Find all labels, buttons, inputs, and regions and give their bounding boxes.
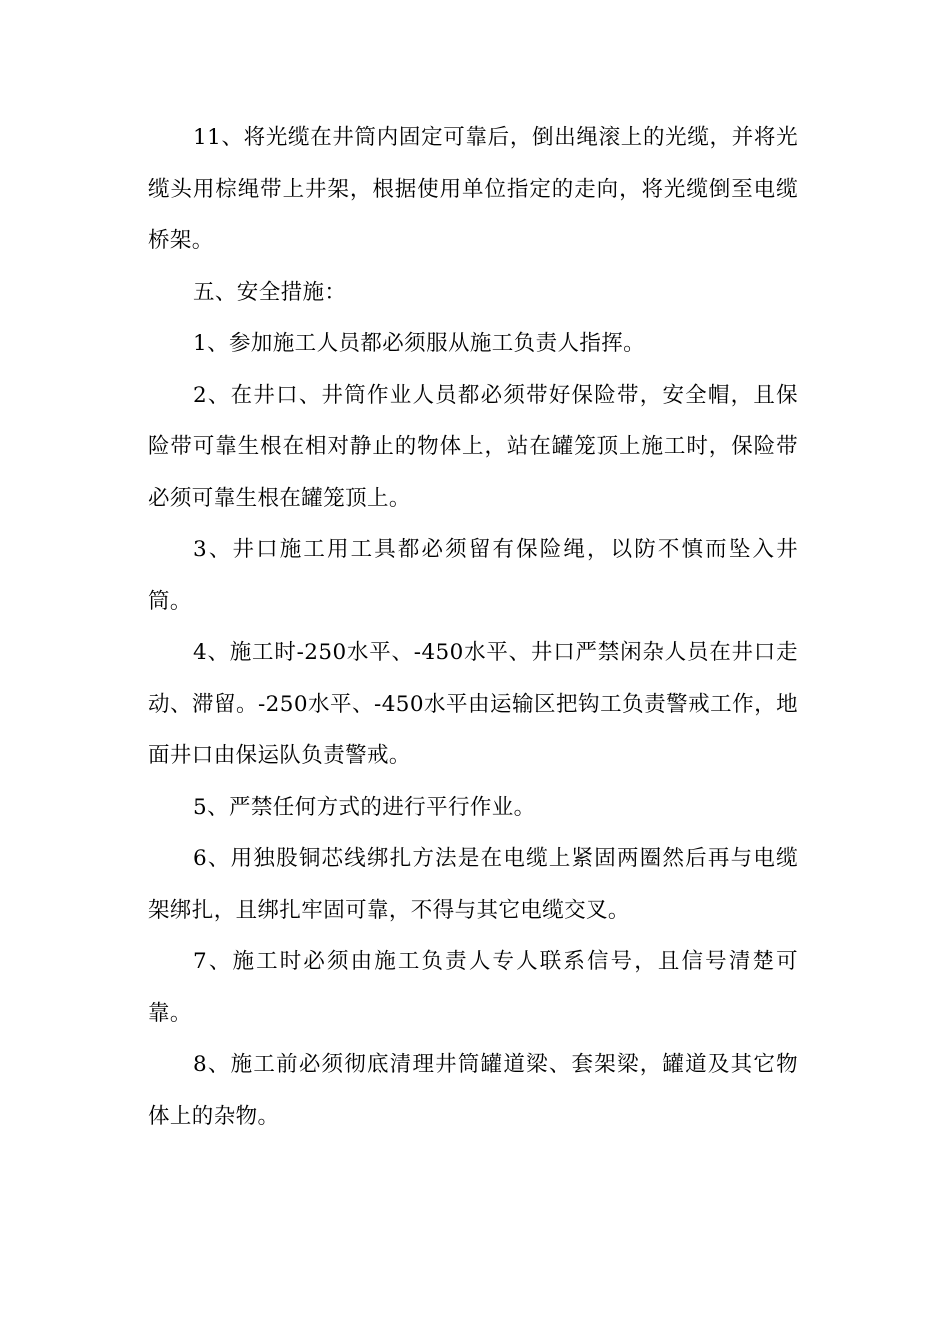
paragraph-item-11: 11、将光缆在井筒内固定可靠后，倒出绳滚上的光缆，并将光缆头用棕绳带上井架，根据使用单位指定的走向，将光缆倒至电缆桥架。 bbox=[148, 125, 798, 253]
paragraph-item-2: 2、在井口、井筒作业人员都必须带好保险带，安全帽，且保险带可靠生根在相对静止的物体上，站在罐笼顶上施工时，保险带必须可靠生根在罐笼顶上。 bbox=[148, 382, 798, 511]
paragraph-item-6: 6、用独股铜芯线绑扎方法是在电缆上紧固两圈然后再与电缆架绑扎，且绑扎牢固可靠，不得与其它电缆交叉。 bbox=[148, 846, 798, 923]
paragraph-item-1: 1、参加施工人员都必须服从施工负责人指挥。 bbox=[193, 331, 646, 356]
paragraph-item-7: 7、施工时必须由施工负责人专人联系信号，且信号清楚可靠。 bbox=[148, 949, 798, 1026]
paragraph-item-3: 3、井口施工用工具都必须留有保险绳，以防不慎而坠入井筒。 bbox=[148, 537, 798, 614]
section-heading-safety-measures: 五、安全措施： bbox=[193, 279, 347, 305]
paragraph-item-4: 4、施工时-250水平、-450水平、井口严禁闲杂人员在井口走动、滞留。-250水平、-450水平由运输区把钩工负责警戒工作，地面井口由保运队负责警戒。 bbox=[148, 640, 798, 768]
document-body bbox=[148, 112, 798, 1142]
paragraph-item-8: 8、施工前必须彻底清理井筒罐道梁、套架梁，罐道及其它物体上的杂物。 bbox=[148, 1052, 798, 1129]
paragraph-item-5: 5、严禁任何方式的进行平行作业。 bbox=[193, 794, 536, 820]
